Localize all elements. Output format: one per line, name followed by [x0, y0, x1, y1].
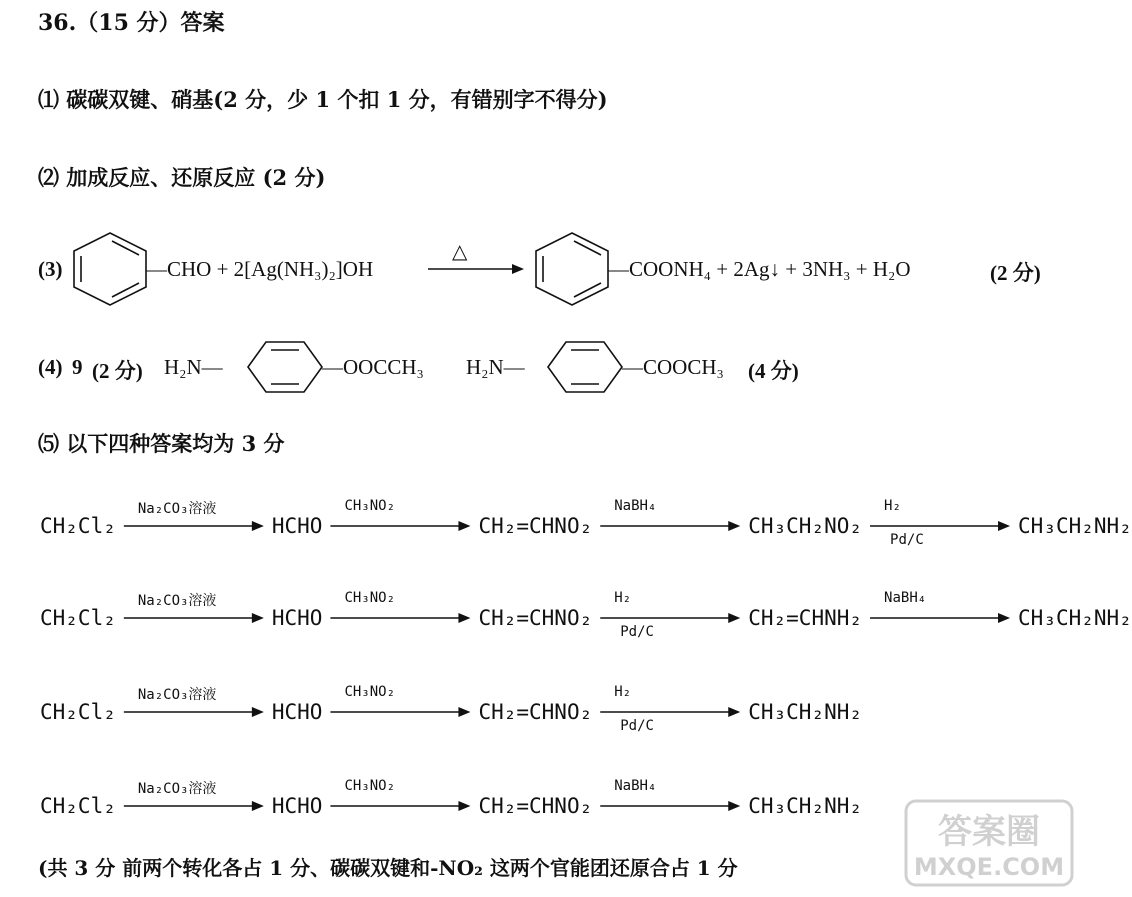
watermark-line2: MXQE.COM [913, 853, 1065, 881]
arrow-head-icon [728, 613, 740, 623]
q4-label: (4) [38, 355, 63, 379]
answer-4 [0, 330, 1080, 400]
arrow-reagent: Na₂CO₃溶液 [137, 593, 217, 609]
q4-score-2: (4 分) [748, 359, 799, 383]
arrow-reagent: H₂ [614, 590, 632, 606]
arrow-head-icon [458, 613, 470, 623]
arrow-head-icon [252, 613, 264, 623]
route-row [0, 498, 1132, 570]
route-row [0, 686, 1080, 756]
route-species: CH₂Cl₂ [40, 794, 116, 818]
watermark-logo [904, 799, 1074, 887]
watermark-logo-icon [904, 799, 1074, 887]
q3-label: (3) [38, 257, 63, 281]
route-species: HCHO [271, 514, 323, 538]
route-species: CH₂Cl₂ [40, 606, 116, 630]
answer-4-structures [0, 330, 1080, 400]
arrow-reagent: CH₃NO₂ [344, 684, 396, 700]
arrow-reagent: Na₂CO₃溶液 [137, 501, 217, 517]
arrow-reagent: Na₂CO₃溶液 [137, 687, 217, 703]
para-benzene-ring-icon [248, 342, 322, 392]
reaction-arrow-icon [428, 264, 524, 274]
route-species: CH₃CH₂NH₂ [1018, 514, 1132, 538]
route-species: CH₂Cl₂ [40, 514, 116, 538]
q4-count: 9 [72, 355, 83, 379]
arrow-reagent: H₂ [614, 684, 632, 700]
arrow-head-icon [728, 801, 740, 811]
arrow-head-icon [252, 707, 264, 717]
arrow-reagent: Na₂CO₃溶液 [137, 781, 217, 797]
arrow-reagent: NaBH₄ [884, 590, 927, 606]
route-species: CH₂=CHNH₂ [748, 606, 863, 630]
arrow-reagent: CH₃NO₂ [344, 498, 396, 514]
arrow-head-icon [998, 521, 1010, 531]
route-species: CH₂=CHNO₂ [478, 606, 593, 630]
answer-1: ⑴ 碳碳双键、硝基(2 分，少 1 个扣 1 分，有错别字不得分) [38, 87, 608, 112]
q3-left-formula: —CHO + 2[Ag(NH₃)₂]OH [146, 257, 374, 281]
arrow-head-icon [252, 801, 264, 811]
route-species: CH₂Cl₂ [40, 700, 116, 724]
route-row [0, 590, 1132, 662]
q3-right-formula: —COONH₄ + 2Ag↓ + 3NH₃ + H₂O [608, 257, 911, 281]
answer-2: ⑵ 加成反应、还原反应 (2 分) [38, 165, 326, 190]
q4-ester-group-1: —OOCCH₃ [322, 355, 424, 379]
q4-amine-group-2: H₂N— [466, 355, 525, 379]
q4-amine-group-1: H₂N— [164, 355, 223, 379]
arrow-head-icon [458, 801, 470, 811]
route-species: HCHO [271, 606, 323, 630]
q3-score: (2 分) [990, 261, 1041, 285]
arrow-head-icon [728, 521, 740, 531]
arrow-catalyst: Pd/C [620, 624, 654, 640]
answer-5-heading: ⑸ 以下四种答案均为 3 分 [38, 431, 285, 456]
route-species: CH₃CH₂NH₂ [1018, 606, 1132, 630]
route-species: CH₂=CHNO₂ [478, 794, 593, 818]
arrow-catalyst: Pd/C [620, 718, 654, 734]
question-title: 36.（15 分）答案 [38, 10, 225, 36]
arrow-head-icon [458, 521, 470, 531]
arrow-head-icon [252, 521, 264, 531]
arrow-reagent: H₂ [884, 498, 901, 514]
arrow-reagent: NaBH₄ [614, 498, 657, 514]
route-species: CH₂=CHNO₂ [478, 700, 593, 724]
footer-note: (共 3 分 前两个转化各占 1 分、碳碳双键和-NO₂ 这两个官能团还原合占 1 分 [38, 856, 738, 880]
arrow-head-icon [728, 707, 740, 717]
route-species: CH₃CH₂NH₂ [748, 794, 863, 818]
arrow-head-icon [458, 707, 470, 717]
para-benzene-ring-icon [548, 342, 622, 392]
route-species: HCHO [271, 794, 323, 818]
heat-condition: △ [452, 241, 468, 263]
route-species: CH₂=CHNO₂ [478, 514, 593, 538]
route-species: CH₃CH₂NH₂ [748, 700, 863, 724]
arrow-reagent: CH₃NO₂ [344, 778, 396, 794]
route-species: HCHO [271, 700, 323, 724]
q4-score-1: (2 分) [92, 359, 143, 383]
benzene-ring-icon [536, 233, 608, 305]
q4-ester-group-2: —COOCH₃ [622, 355, 724, 379]
answer-3-reaction [0, 225, 1080, 310]
arrow-catalyst: Pd/C [890, 532, 924, 548]
arrow-reagent: NaBH₄ [614, 778, 657, 794]
arrow-head-icon [998, 613, 1010, 623]
benzene-ring-icon [74, 233, 146, 305]
arrow-reagent: CH₃NO₂ [344, 590, 396, 606]
route-species: CH₃CH₂NO₂ [748, 514, 863, 538]
watermark-line1: 答案圈 [938, 812, 1040, 852]
